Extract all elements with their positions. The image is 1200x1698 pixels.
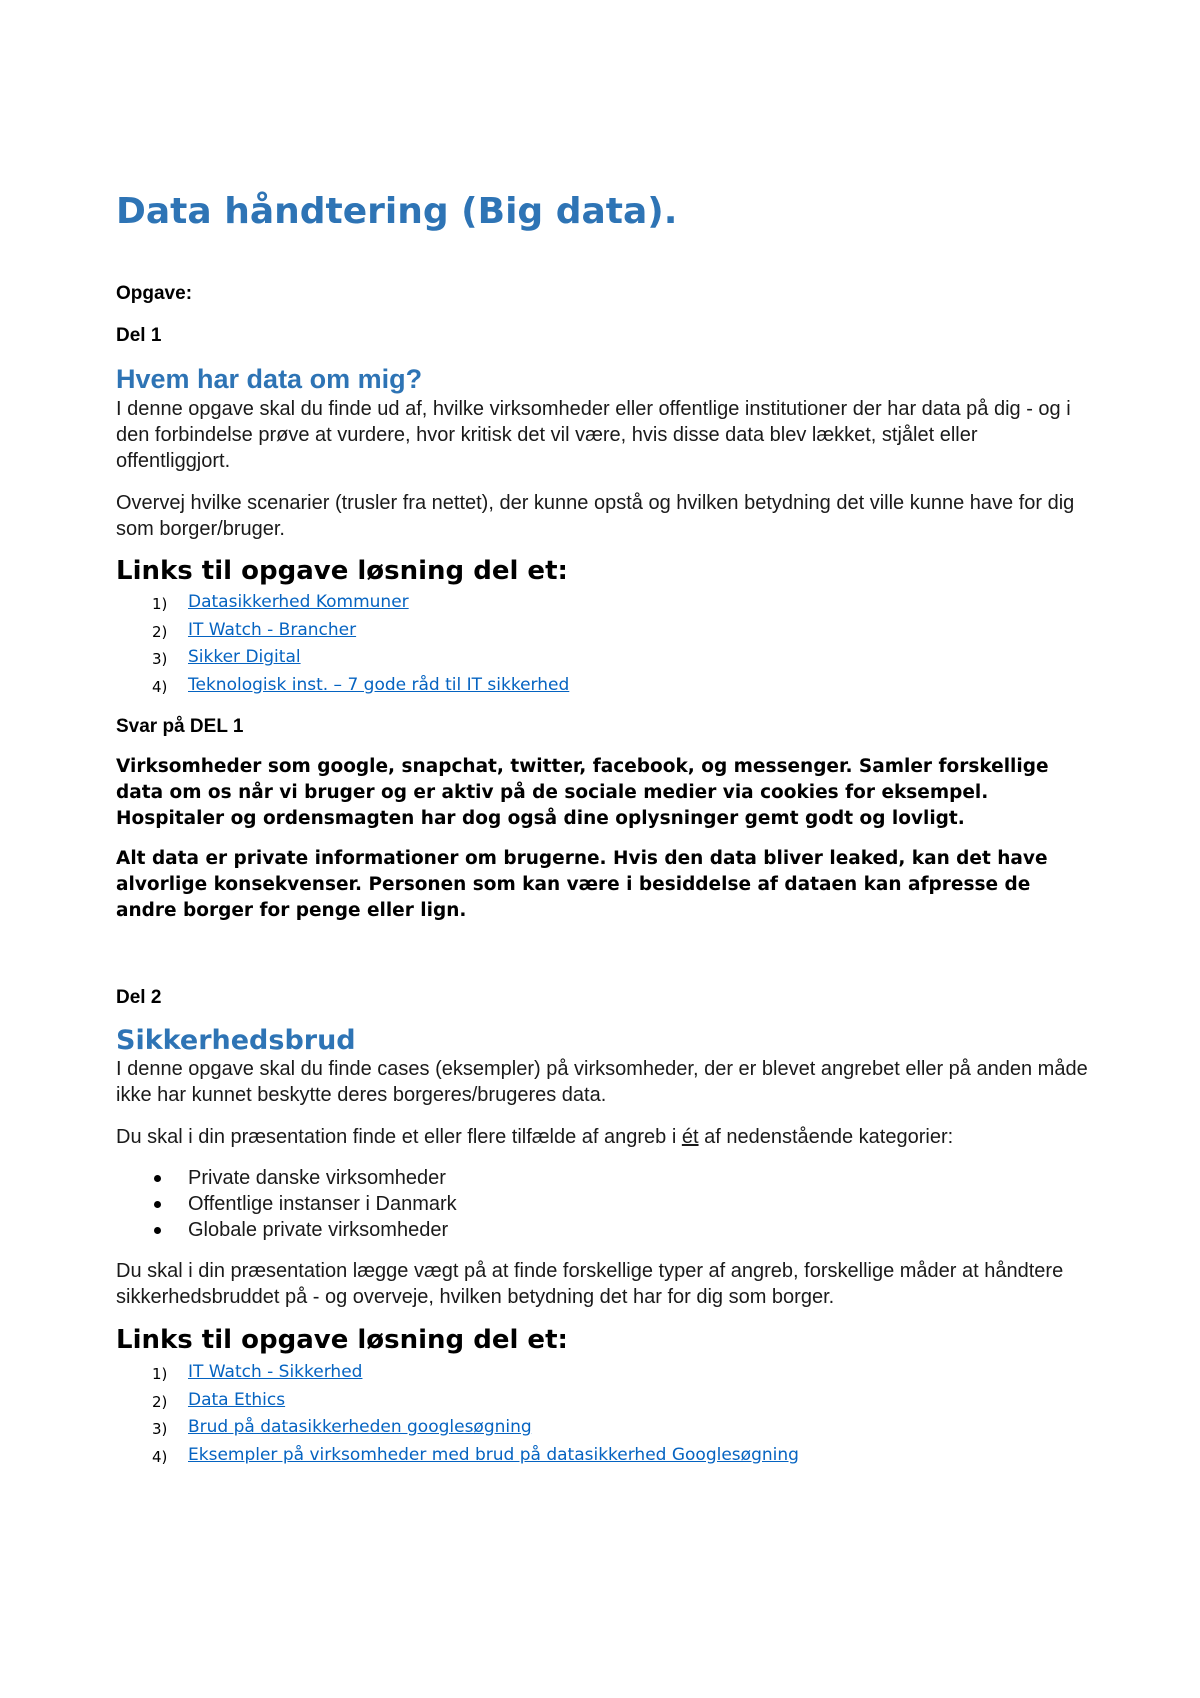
del2-paragraph-3: Du skal i din præsentation lægge vægt på at finde forskellige typer af angreb, forskellige måder at håndtere sikkerhedsbruddet på - og overveje, hvilken betydning det har for dig som borger. <box>116 1260 1064 1308</box>
list-number: 4) <box>152 1447 168 1466</box>
del2-heading: Sikkerhedsbrud <box>116 1025 356 1056</box>
list-item <box>116 1166 1096 1192</box>
list-item <box>116 1390 1096 1418</box>
link-teknologisk-inst[interactable]: Teknologisk inst. – 7 gode råd til IT sikkerhed <box>188 674 570 695</box>
list-number: 3) <box>152 1420 168 1438</box>
link-brud-paa-datasikkerheden[interactable]: Brud på datasikkerheden googlesøgning <box>188 1417 532 1437</box>
del2-label: Del 2 <box>116 987 162 1008</box>
del2-paragraph-1: I denne opgave skal du finde cases (eksempler) på virksomheder, der er blevet angrebet eller på anden måde ikke har kunnet beskytte deres borgeres/brugeres data. <box>116 1058 1088 1106</box>
del2-category-list <box>116 1166 1096 1244</box>
list-item <box>116 620 1096 648</box>
list-number: 1) <box>152 1365 168 1383</box>
link-it-watch-brancher[interactable]: IT Watch - Brancher <box>188 619 357 640</box>
document-title: Data håndtering (Big data). <box>116 191 678 232</box>
list-number: 4) <box>152 677 168 696</box>
list-item <box>116 1362 1096 1390</box>
link-eksempler-paa-virksomheder[interactable]: Eksempler på virksomheder med brud på datasikkerhed Googlesøgning <box>188 1444 799 1465</box>
list-number: 2) <box>152 1392 168 1411</box>
del1-heading: Hvem har data om mig? <box>116 364 423 394</box>
bullet-icon <box>154 1227 161 1234</box>
list-number: 3) <box>152 650 168 668</box>
list-item <box>116 675 1096 703</box>
link-datasikkerhed-kommuner[interactable]: Datasikkerhed Kommuner <box>188 592 409 612</box>
del1-links-list <box>116 592 1096 702</box>
del2-paragraph-2-start: Du skal i din præsentation finde et eller flere tilfælde af angreb i <box>116 1126 682 1148</box>
del1-links-heading: Links til opgave løsning del et: <box>116 556 568 586</box>
list-item <box>116 1417 1096 1445</box>
opgave-label: Opgave: <box>116 283 193 304</box>
del2-links-list <box>116 1362 1096 1472</box>
list-number: 1) <box>152 595 168 613</box>
del2-paragraph-2-end: af nedenstående kategorier: <box>698 1126 954 1148</box>
svar-del1-paragraph-2: Alt data er private informationer om brugerne. Hvis den data bliver leaked, kan det have alvorlige konsekvenser. Personen som kan være i besiddelse af dataen kan afpresse de andre borger for penge eller lign. <box>116 848 1048 921</box>
link-data-ethics[interactable]: Data Ethics <box>188 1389 286 1410</box>
bullet-icon <box>154 1175 161 1182</box>
bullet-text: Private danske virksomheder <box>188 1167 446 1189</box>
link-sikker-digital[interactable]: Sikker Digital <box>188 647 301 667</box>
bullet-icon <box>154 1201 161 1208</box>
del1-label: Del 1 <box>116 325 162 346</box>
del1-paragraph-2: Overvej hvilke scenarier (trusler fra nettet), der kunne opstå og hvilken betydning det ville kunne have for dig som borger/bruger. <box>116 492 1075 540</box>
list-item <box>116 1218 1096 1244</box>
bullet-text: Offentlige instanser i Danmark <box>188 1193 457 1215</box>
del2-links-heading: Links til opgave løsning del et: <box>116 1325 568 1355</box>
list-item <box>116 1192 1096 1218</box>
svar-del1-paragraph-1: Virksomheder som google, snapchat, twitter, facebook, og messenger. Samler forskellige data om os når vi bruger og er aktiv på de sociale medier via cookies for eksempel. Hospitaler og ordensmagten har dog også dine oplysninger gemt godt og lovligt. <box>116 756 1049 829</box>
del2-paragraph-2-emphasis: ét <box>681 1126 699 1148</box>
del1-paragraph-1: I denne opgave skal du finde ud af, hvilke virksomheder eller offentlige institutioner der har data på dig - og i den forbindelse prøve at vurdere, hvor kritisk det vil være, hvis disse data blev lækket, stjålet eller offentliggjort. <box>116 398 1071 472</box>
list-item <box>116 1445 1096 1473</box>
del2-paragraph-2 <box>116 1124 1096 1150</box>
bullet-text: Globale private virksomheder <box>188 1219 449 1241</box>
link-it-watch-sikkerhed[interactable]: IT Watch - Sikkerhed <box>188 1362 363 1382</box>
list-number: 2) <box>152 622 168 641</box>
list-item <box>116 592 1096 620</box>
svar-del1-label: Svar på DEL 1 <box>116 716 244 737</box>
list-item <box>116 647 1096 675</box>
